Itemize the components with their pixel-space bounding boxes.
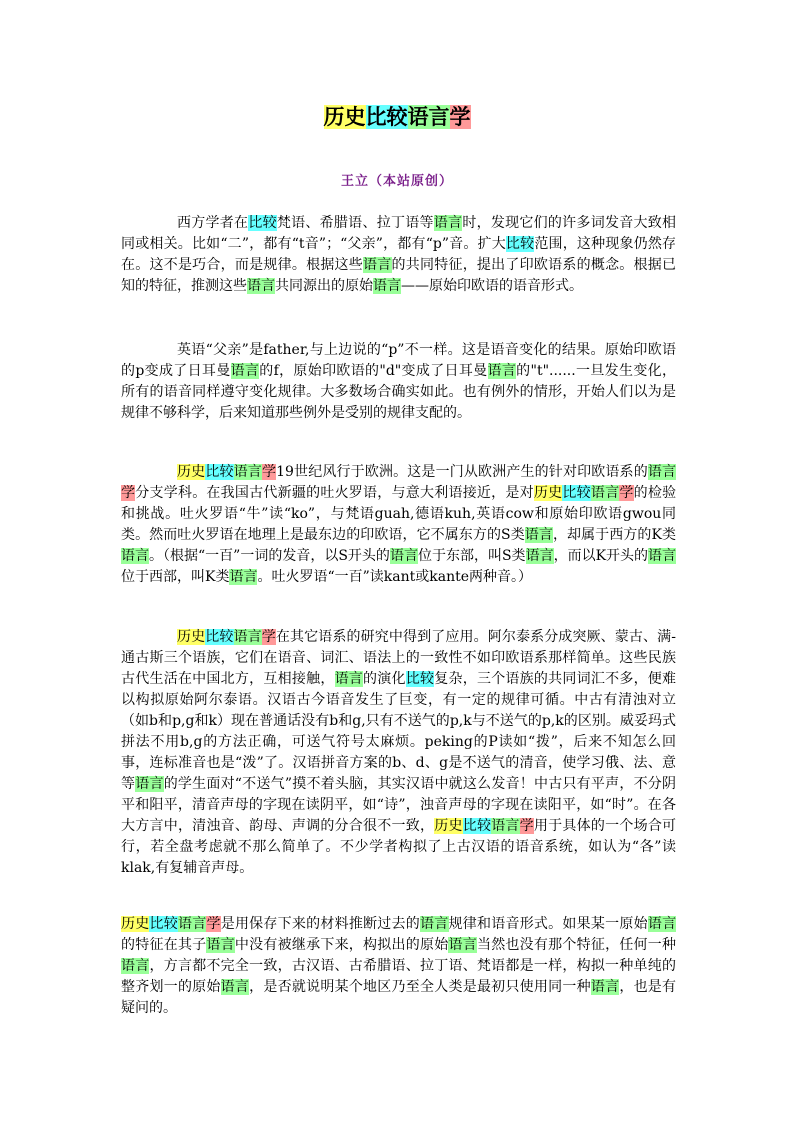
paragraph-text-run: 19世纪风行于欧洲。这是一门从欧洲产生的针对印欧语系的 [276,464,648,480]
document-title [0,102,794,132]
paragraph-text-run: 的学生面对“不送气”摸不着头脑，其实汉语中就这么发音！中古只有平声，不分阴平和阳平，清音声母的字现在读阴平，如“诗”，浊音声母的字现在读阳平，如“时”。在各大方言中，清浊音、韵母、声调的分合很不一致， [121,776,677,834]
paragraph-highlighted-term: 学 [519,818,534,834]
paragraph-highlighted-term: 语言 [491,818,520,834]
paragraph-highlighted-term: 语言 [220,979,250,995]
paragraph-text-run: 的"t"......一旦发生变化，所有的语音同样遵守变化规律。大多数场合确实如此。也有例外的情形，开始人们以为是规律不够科学，后来知道那些例外是受别的规律支配的。 [121,363,676,421]
paragraph-highlighted-term: 语言 [121,958,150,974]
paragraph-text-run: 西方学者在 [177,215,249,231]
paragraph-text-run: 分支学科。在我国古代新疆的吐火罗语，与意大利语接近，是对 [135,485,534,501]
paragraph-text-run: 规律和语音形式。如果某一原始 [448,916,648,932]
paragraph-highlighted-term: 学 [619,485,634,501]
paragraph-highlighted-term: 语言 [448,937,477,953]
paragraph-highlighted-term: 历史 [177,629,206,645]
paragraph-highlighted-term: 语言 [334,671,364,687]
paragraph-text-run: 的演化 [363,671,406,687]
paragraph-highlighted-term: 语言 [135,776,164,792]
paragraph-highlighted-term: 语言 [233,464,262,480]
paragraph-highlighted-term: 语言 [233,629,262,645]
paragraph-text-run: 位于西部，叫K类 [121,569,230,585]
paragraph-highlighted-term: 语言 [177,916,207,932]
paragraph-text-run: 用于具体的一个场合可行，若全盘考虑就不那么简单了。不少学者构拟了上古汉语的语音系统，如认为“各”读klak,有复辅音声母。 [121,818,677,876]
title-highlighted-term: 历史 [323,105,366,129]
paragraph-highlighted-term: 历史 [434,818,463,834]
paragraph-text-run: 共同源出的原始 [275,278,373,294]
paragraph-highlighted-term: 比较 [205,464,234,480]
paragraph-highlighted-term: 比较 [205,629,234,645]
paragraph-text-run: ，也是有疑问的。 [121,979,677,1016]
paragraph-highlighted-term: 语言 [647,464,677,480]
paragraph-highlighted-term: 学 [121,485,136,501]
title-highlighted-term: 语言 [407,105,450,129]
paragraph-highlighted-term: 比较 [149,916,178,932]
paragraph-highlighted-term: 学 [261,464,277,480]
paragraph-highlighted-term: 比较 [462,818,492,834]
paragraph-text-run: 是用保存下来的材料推断过去的 [220,916,421,932]
paragraph-text-run: 时，发现它们的许多词发音大致相同或相关。比如“二”，都有“t音”；“父亲”，都有“p”音。扩大 [121,215,677,252]
paragraph-text-run: 的f，原始印欧语的"d"变成了日耳曼 [259,363,488,379]
paragraph-highlighted-term: 比较 [562,485,591,501]
paragraph-highlighted-term: 语言 [647,916,677,932]
title-highlighted-term: 学 [449,105,471,129]
paragraph-highlighted-term: 语言 [487,363,517,379]
paragraph-highlighted-term: 比较 [505,236,535,252]
paragraph-highlighted-term: 语言 [648,548,677,564]
paragraph-text-run: 。（根据“一百”一词的发音，以S开头的 [149,548,390,564]
paragraph-highlighted-term: 比较 [405,671,435,687]
paragraph-highlighted-term: 语言 [433,215,463,231]
paragraph-text-run: ，是否就说明某个地区乃至全人类是最初只使用同一种 [249,979,591,995]
paragraph-highlighted-term: 语言 [230,363,260,379]
paragraph-highlighted-term: 学 [261,629,276,645]
paragraph-text-run: 的特征在其子 [121,937,207,953]
paragraph-text-run: 当然也没有那个特征，任何一种 [476,937,677,953]
paragraph-highlighted-term: 语言 [420,916,449,932]
paragraph-highlighted-term: 语言 [206,937,235,953]
paragraph-text-run: 的检验和挑战。吐火罗语“牛”读“ko”，与梵语guah,德语kuh,英语cow和原始印欧语gwou同类。然而吐火罗语在地理上是最东边的印欧语，它不属东方的S类 [121,485,677,543]
paragraph-highlighted-term: 比较 [248,215,277,231]
paragraph-highlighted-term: 语言 [363,257,392,273]
paragraph-1 [121,213,676,297]
paragraph-highlighted-term: 学 [206,916,221,932]
paragraph-highlighted-term: 历史 [533,485,563,501]
paragraph-5 [121,914,676,1019]
paragraph-2 [121,340,676,424]
paragraph-highlighted-term: 语言 [590,485,620,501]
paragraph-text-run: 在其它语系的研究中得到了应用。阿尔泰系分成突厥、蒙古、满-通古斯三个语族，它们在语音、词汇、语法上的一致性不如印欧语系那样简单。这些民族古代生活在中国北方，互相接触， [121,629,677,687]
paragraph-highlighted-term: 历史 [121,916,150,932]
paragraph-highlighted-term: 语言 [389,548,418,564]
title-highlighted-term: 比较 [365,105,408,129]
paragraph-text-run: ——原始印欧语的语音形式。 [401,278,583,294]
paragraph-text-run: ，却属于西方的K类 [552,527,676,543]
paragraph-text-run: 。吐火罗语“一百”读kant或kante两种音。） [257,569,533,585]
paragraph-text-run: 复杂，三个语族的共同词汇不多，便难以构拟原始阿尔泰语。汉语古今语音发生了巨变，有一定的规律可循。中古有清浊对立（如b和p,g和k）现在普通话没有b和g,只有不送气的p,k与不送气的p,k的区别。威妥玛式拼法不用b,g的方法正确，可送气符号太麻烦。peking的P读如“拨”，后来不知怎么回事，连标准音也是“泼”了。汉语拼音方案的b、d、g是不送气的清音，使学习俄、法、意等 [121,671,677,792]
paragraph-highlighted-term: 语言 [524,527,553,543]
paragraph-text-run: ，而以K开头的 [553,548,649,564]
author-line: 王立（本站原创） [340,174,453,189]
paragraph-highlighted-term: 语言 [247,278,275,294]
paragraph-highlighted-term: 语言 [373,278,401,294]
paragraph-4 [121,627,676,879]
paragraph-text-run: 范围，这种现象仍然存在。这不是巧合，而是规律。根据这些 [121,236,677,273]
paragraph-text-run: 英语“父亲”是father,与上边说的“p”不一样。这是语音变化的结果。原始印欧语的p变成了日耳曼 [121,342,676,379]
paragraph-highlighted-term: 语言 [525,548,554,564]
paragraph-text-run: ，方言都不完全一致，古汉语、古希腊语、拉丁语、梵语都是一样，构拟一种单纯的整齐划一的原始 [121,958,677,995]
paragraph-3 [121,462,676,588]
paragraph-text-run: 位于东部，叫S类 [417,548,526,564]
paragraph-text-run: 中没有被继承下来，构拟出的原始 [234,937,449,953]
paragraph-text-run: 梵语、希腊语、拉丁语等 [276,215,434,231]
paragraph-highlighted-term: 语言 [121,548,150,564]
paragraph-text-run: 的共同特征，提出了印欧语系的概念。根据已知的特征，推测这些 [121,257,677,294]
paragraph-highlighted-term: 语言 [229,569,258,585]
paragraph-highlighted-term: 历史 [177,464,206,480]
paragraph-highlighted-term: 语言 [590,979,620,995]
